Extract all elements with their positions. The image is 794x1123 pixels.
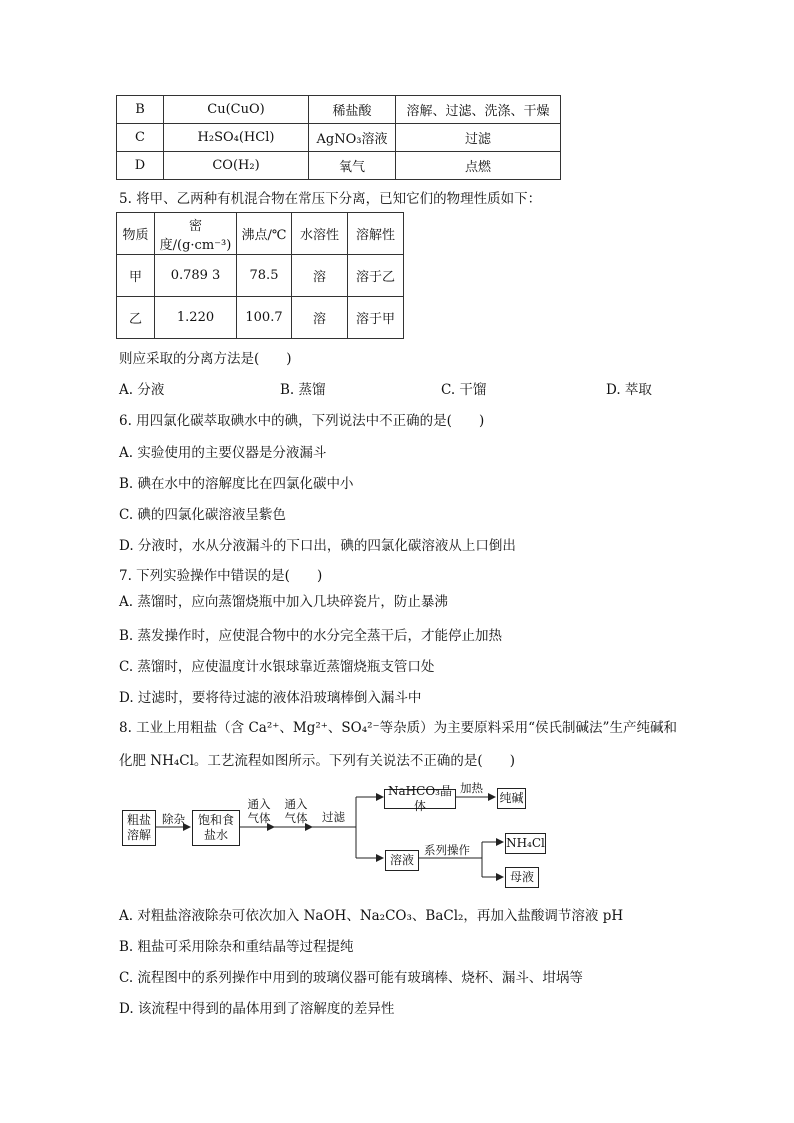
table-cell: 甲 — [117, 255, 155, 297]
question-5-stem: 5. 将甲、乙两种有机混合物在常压下分离，已知它们的物理性质如下： — [119, 191, 542, 207]
table-cell: 乙 — [117, 297, 155, 339]
option-d: D. 该流程中得到的晶体用到了溶解度的差异性 — [119, 1001, 395, 1017]
question-8-stem-line1: 8. 工业上用粗盐（含 Ca²⁺、Mg²⁺、SO₄²⁻等杂质）为主要原料采用“侯氏制碱法”生产纯碱和 — [119, 720, 677, 736]
option-a: A. 实验使用的主要仪器是分液漏斗 — [119, 445, 327, 461]
soda-ash-box: 纯碱 — [497, 788, 526, 809]
option-d: D. 过滤时，要将待过滤的液体沿玻璃棒倒入漏斗中 — [119, 690, 422, 706]
table-cell: 溶 — [292, 297, 348, 339]
table-cell: CO(H₂) — [164, 152, 309, 180]
table-cell: B — [117, 96, 164, 124]
question-6-stem: 6. 用四氯化碳萃取碘水中的碘，下列说法中不正确的是( ) — [119, 413, 485, 429]
gas-label-1: 通入气体 — [247, 797, 271, 825]
crude-salt-box — [122, 810, 156, 846]
table-header: 水溶性 — [292, 213, 348, 255]
option-c: C. 碘的四氯化碳溶液呈紫色 — [119, 507, 286, 523]
nh4cl-box: NH₄Cl — [505, 833, 546, 854]
solution-box: 溶液 — [385, 850, 419, 871]
table-header: 密度/(g·cm⁻³) — [155, 213, 237, 255]
table-cell: 0.789 3 — [155, 255, 237, 297]
table-cell: C — [117, 124, 164, 152]
option-b: B. 蒸馏 — [280, 382, 326, 398]
option-b: B. 粗盐可采用除杂和重结晶等过程提纯 — [119, 939, 354, 955]
table-cell: D — [117, 152, 164, 180]
option-c: C. 蒸馏时，应使温度计水银球靠近蒸馏烧瓶支管口处 — [119, 659, 435, 675]
table-cell: 100.7 — [237, 297, 292, 339]
filter-label: 过滤 — [322, 810, 345, 824]
question-7-stem: 7. 下列实验操作中错误的是( ) — [119, 568, 323, 584]
table-cell: 点燃 — [396, 152, 561, 180]
table-cell: H₂SO₄(HCl) — [164, 124, 309, 152]
option-a: A. 蒸馏时，应向蒸馏烧瓶中加入几块碎瓷片，防止暴沸 — [119, 594, 448, 610]
saturated-brine-label: 饱和食盐水 — [197, 813, 234, 842]
series-operations-label: 系列操作 — [424, 843, 470, 857]
gas-label-2: 通入气体 — [284, 797, 308, 825]
option-c: C. 干馏 — [441, 382, 487, 398]
remove-impurity-label: 除杂 — [162, 812, 185, 826]
table-cell: 过滤 — [396, 124, 561, 152]
option-c: C. 流程图中的系列操作中用到的玻璃仪器可能有玻璃棒、烧杯、漏斗、坩埚等 — [119, 970, 583, 986]
table-cell: 78.5 — [237, 255, 292, 297]
option-b: B. 碘在水中的溶解度比在四氯化碳中小 — [119, 476, 354, 492]
option-a: A. 对粗盐溶液除杂可依次加入 NaOH、Na₂CO₃、BaCl₂，再加入盐酸调节溶液 pH — [119, 908, 624, 924]
table-cell: AgNO₃溶液 — [309, 124, 396, 152]
table-cell: 稀盐酸 — [309, 96, 396, 124]
table-cell: 溶于乙 — [348, 255, 404, 297]
question-5-prompt: 则应采取的分离方法是( ) — [119, 351, 292, 367]
saturated-brine-box — [192, 810, 240, 846]
heat-label: 加热 — [460, 781, 483, 795]
option-b: B. 蒸发操作时，应使混合物中的水分完全蒸干后，才能停止加热 — [119, 628, 503, 644]
table-header: 沸点/℃ — [237, 213, 292, 255]
crude-salt-label: 粗盐溶解 — [126, 813, 151, 842]
table-cell: 溶于甲 — [348, 297, 404, 339]
question-8-stem-line2: 化肥 NH₄Cl。工艺流程如图所示。下列有关说法不正确的是( ) — [119, 753, 515, 769]
table-header: 物质 — [117, 213, 155, 255]
table-header: 溶解性 — [348, 213, 404, 255]
table-cell: 溶解、过滤、洗涤、干燥 — [396, 96, 561, 124]
option-a: A. 分液 — [119, 382, 165, 398]
option-d: D. 分液时，水从分液漏斗的下口出，碘的四氯化碳溶液从上口倒出 — [119, 538, 516, 554]
mother-liquor-box: 母液 — [505, 867, 539, 888]
table-cell: Cu(CuO) — [164, 96, 309, 124]
table-cell: 溶 — [292, 255, 348, 297]
table-cell: 1.220 — [155, 297, 237, 339]
option-d: D. 萃取 — [606, 382, 652, 398]
table-cell: 氧气 — [309, 152, 396, 180]
nahco3-crystal-box: NaHCO₃晶体 — [384, 789, 456, 809]
